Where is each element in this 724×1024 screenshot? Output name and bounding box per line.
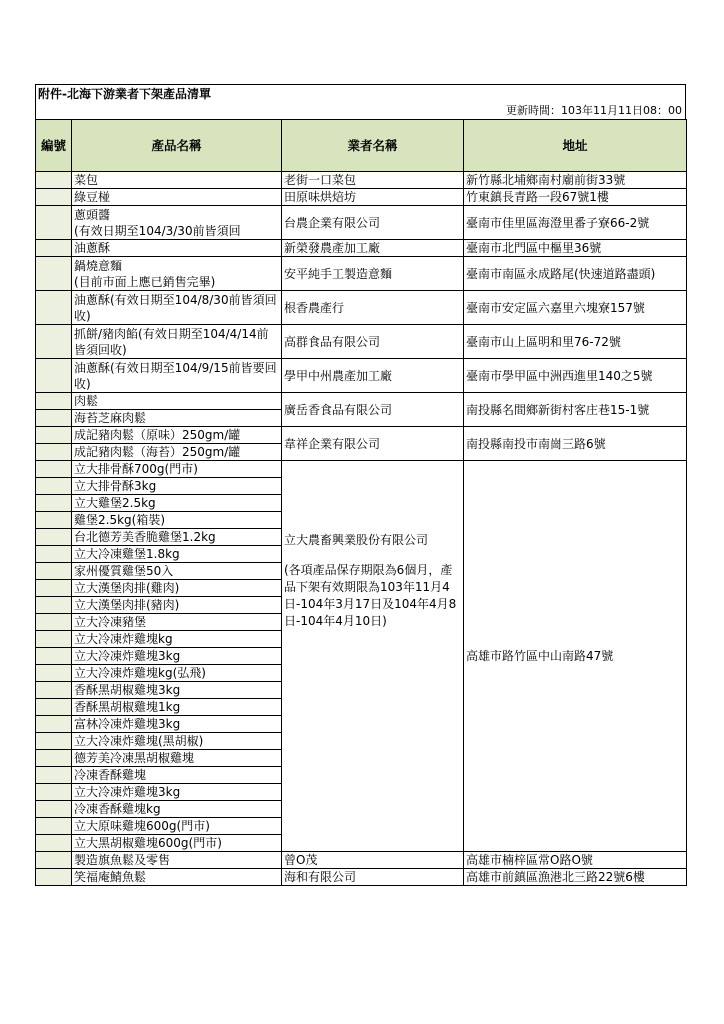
row-number [36, 852, 72, 869]
product-name: 立大冷凍炸雞塊(黑胡椒) [72, 733, 282, 750]
company-name: 台農企業有限公司 [282, 206, 464, 240]
address: 竹東鎮長青路一段67號1樓 [464, 189, 687, 206]
company-name: 安平純手工製造意麵 [282, 257, 464, 291]
row-number [36, 733, 72, 750]
table-row [36, 291, 687, 325]
address: 高雄市楠梓區常O路O號 [464, 852, 687, 869]
company-name: 高群食品有限公司 [282, 325, 464, 359]
row-number [36, 172, 72, 189]
company-name-text: 立大農畜興業股份有限公司 [284, 533, 429, 547]
product-name: 油蔥酥(有效日期至104/9/15前皆要回收) [72, 359, 282, 393]
product-name: 立大冷凍炸雞塊kg(弘飛) [72, 665, 282, 682]
row-number [36, 206, 72, 240]
row-number [36, 699, 72, 716]
table-row [36, 189, 687, 206]
address: 臺南市南區永成路尾(快速道路盡頭) [464, 257, 687, 291]
table-row [36, 172, 687, 189]
product-list-sheet [35, 84, 686, 886]
company-name: 老街一口菜包 [282, 172, 464, 189]
product-name: 海苔芝麻肉鬆 [72, 410, 282, 427]
row-number [36, 189, 72, 206]
table-row [36, 869, 687, 886]
row-number [36, 393, 72, 410]
product-name: 成記豬肉鬆（原味）250gm/罐 [72, 427, 282, 444]
product-name: 菜包 [72, 172, 282, 189]
recall-table [35, 119, 687, 886]
address: 臺南市北門區中樞里36號 [464, 240, 687, 257]
company-name: 韋祥企業有限公司 [282, 427, 464, 461]
row-number [36, 359, 72, 393]
header-row [36, 120, 687, 172]
row-number [36, 835, 72, 852]
row-number [36, 716, 72, 733]
table-row [36, 393, 687, 410]
table-row [36, 240, 687, 257]
row-number [36, 325, 72, 359]
table-row [36, 359, 687, 393]
row-number [36, 546, 72, 563]
company-name [282, 461, 464, 852]
row-number [36, 750, 72, 767]
row-number [36, 631, 72, 648]
product-name: 冷凍香酥雞塊kg [72, 801, 282, 818]
header-company: 業者名稱 [282, 120, 464, 172]
product-name: 肉鬆 [72, 393, 282, 410]
product-name: 抓餅/豬肉餡(有效日期至104/4/14前皆須回收) [72, 325, 282, 359]
product-name: 立大排骨酥700g(門市) [72, 461, 282, 478]
company-name: 廣岳香食品有限公司 [282, 393, 464, 427]
row-number [36, 444, 72, 461]
company-name: 海和有限公司 [282, 869, 464, 886]
product-name: 台北德芳美香脆雞堡1.2kg [72, 529, 282, 546]
address: 高雄市前鎮區漁港北三路22號6樓 [464, 869, 687, 886]
update-time: 更新時間：103年11月11日08：00 [35, 102, 686, 119]
row-number [36, 580, 72, 597]
product-name: 香酥黑胡椒雞塊1kg [72, 699, 282, 716]
address: 新竹縣北埔鄉南村廟前街33號 [464, 172, 687, 189]
product-name: 立大黑胡椒雞塊600g(門市) [72, 835, 282, 852]
product-name: 家州優質雞堡50入 [72, 563, 282, 580]
row-number [36, 869, 72, 886]
product-name: 立大漢堡肉排(雞肉) [72, 580, 282, 597]
row-number [36, 529, 72, 546]
product-name: 立大冷凍豬堡 [72, 614, 282, 631]
product-name: 立大冷凍雞堡1.8kg [72, 546, 282, 563]
product-name: 香酥黑胡椒雞塊3kg [72, 682, 282, 699]
row-number [36, 665, 72, 682]
header-address: 地址 [464, 120, 687, 172]
table-row [36, 206, 687, 240]
row-number [36, 597, 72, 614]
product-name: 立大冷凍炸雞塊3kg [72, 784, 282, 801]
address: 臺南市佳里區海澄里番子寮66-2號 [464, 206, 687, 240]
row-number [36, 767, 72, 784]
company-note: (各項產品保存期限為6個月，產品下架有效期限為103年11月4日-104年3月17日及104年4月8日-104年4月10日) [284, 563, 457, 628]
address: 臺南市安定區六嘉里六塊寮157號 [464, 291, 687, 325]
product-name: 笑福庵鯖魚鬆 [72, 869, 282, 886]
row-number [36, 410, 72, 427]
address: 南投縣南投市南崗三路6號 [464, 427, 687, 461]
product-name: 立大漢堡肉排(豬肉) [72, 597, 282, 614]
row-number [36, 614, 72, 631]
row-number [36, 818, 72, 835]
row-number [36, 495, 72, 512]
product-name: 製造旗魚鬆及零售 [72, 852, 282, 869]
address: 南投縣名間鄉新街村客庄巷15-1號 [464, 393, 687, 427]
table-row [36, 325, 687, 359]
product-name: 立大冷凍炸雞塊kg [72, 631, 282, 648]
product-name: 雞堡2.5kg(箱裝) [72, 512, 282, 529]
product-name: 成記豬肉鬆（海苔）250gm/罐 [72, 444, 282, 461]
product-name: 鍋燒意麵 (目前市面上應已銷售完畢) [72, 257, 282, 291]
row-number [36, 257, 72, 291]
table-row [36, 427, 687, 444]
company-name: 新榮發農產加工廠 [282, 240, 464, 257]
row-number [36, 427, 72, 444]
row-number [36, 682, 72, 699]
row-number [36, 801, 72, 818]
product-name: 富林冷凍炸雞塊3kg [72, 716, 282, 733]
company-name: 曾O茂 [282, 852, 464, 869]
row-number [36, 563, 72, 580]
product-name: 綠豆椪 [72, 189, 282, 206]
row-number [36, 648, 72, 665]
sheet-title: 附件-北海下游業者下架產品清單 [35, 84, 686, 102]
row-number [36, 784, 72, 801]
product-name: 油蔥酥(有效日期至104/8/30前皆須回收) [72, 291, 282, 325]
row-number [36, 240, 72, 257]
product-name: 德芳美冷凍黑胡椒雞塊 [72, 750, 282, 767]
table-row [36, 461, 687, 478]
product-name: 立大冷凍炸雞塊3kg [72, 648, 282, 665]
product-name: 立大排骨酥3kg [72, 478, 282, 495]
product-name: 立大原味雞塊600g(門市) [72, 818, 282, 835]
row-number [36, 291, 72, 325]
header-product: 產品名稱 [72, 120, 282, 172]
header-no: 編號 [36, 120, 72, 172]
product-name: 蔥頭醬 (有效日期至104/3/30前皆須回 [72, 206, 282, 240]
company-name: 根香農產行 [282, 291, 464, 325]
company-name: 學甲中州農產加工廠 [282, 359, 464, 393]
address: 臺南市學甲區中洲西進里140之5號 [464, 359, 687, 393]
row-number [36, 512, 72, 529]
table-body [36, 172, 687, 886]
table-row [36, 852, 687, 869]
product-name: 立大雞堡2.5kg [72, 495, 282, 512]
row-number [36, 478, 72, 495]
company-name: 田原味烘焙坊 [282, 189, 464, 206]
address: 高雄市路竹區中山南路47號 [464, 461, 687, 852]
product-name: 油蔥酥 [72, 240, 282, 257]
product-name: 冷凍香酥雞塊 [72, 767, 282, 784]
address: 臺南市山上區明和里76-72號 [464, 325, 687, 359]
row-number [36, 461, 72, 478]
table-row [36, 257, 687, 291]
